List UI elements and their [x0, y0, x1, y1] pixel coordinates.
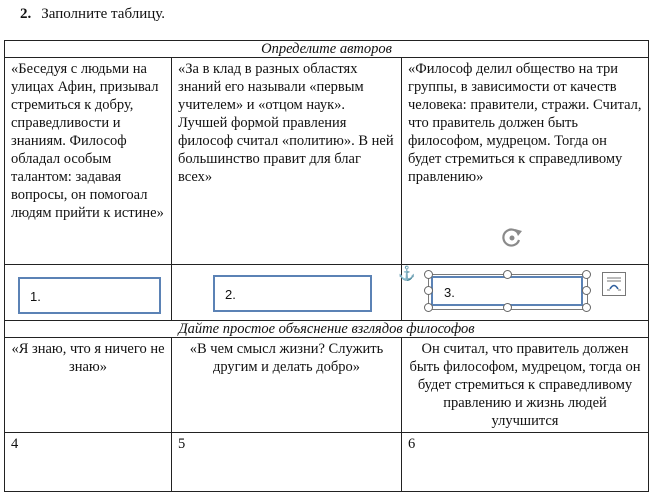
quote-cell-1: «Беседуя с людьми на улицах Афин, призывал стремиться к добру, справедливости и знаниям. Философ обладал особым талантом: задавая вопросы, он помогоал людям прийти к истине» [5, 58, 172, 265]
answer-box-2-label: 2. [225, 287, 236, 302]
view-cell-1: «Я знаю, что я ничего не знаю» [5, 338, 172, 433]
answer-box-2[interactable] [213, 275, 372, 312]
resize-handle-top[interactable] [503, 270, 512, 279]
answer-box-cell-3 [398, 265, 649, 321]
anchor-icon: ⚓ [398, 267, 416, 282]
header-explain-views: Дайте простое объяснение взглядов философов [5, 321, 649, 338]
task-instruction: Заполните таблицу. [41, 6, 165, 22]
answer-box-cell-1 [5, 265, 172, 321]
resize-handle-top-left[interactable] [424, 270, 433, 279]
answer-box-1[interactable] [18, 277, 161, 314]
layout-options-icon[interactable] [602, 272, 626, 296]
answer-cell-6: 6 [402, 433, 649, 492]
resize-handle-bottom-left[interactable] [424, 303, 433, 312]
answer-cell-4: 4 [5, 433, 172, 492]
resize-handle-right[interactable] [582, 286, 591, 295]
answer-box-3-label: 3. [444, 285, 455, 300]
task-heading [20, 6, 165, 23]
rotate-handle-icon[interactable] [499, 225, 525, 256]
answer-box-1-label: 1. [30, 289, 41, 304]
resize-handle-bottom[interactable] [503, 303, 512, 312]
task-number: 2. [20, 6, 32, 22]
view-cell-3: Он считал, что правитель должен быть философом, мудрецом, тогда он будет стремиться к справедливому правлению и жизнь людей улучшится [402, 338, 649, 433]
quote-cell-2: «За в клад в разных областях знаний его называли «первым учителем» и «отцом наук». Лучшей формой правления философ считал «политию». В ней большинство правит для благ всех» [172, 58, 402, 265]
resize-handle-top-right[interactable] [582, 270, 591, 279]
resize-handle-bottom-right[interactable] [582, 303, 591, 312]
philosophers-table [4, 40, 649, 492]
header-identify-authors: Определите авторов [5, 41, 649, 58]
view-cell-2: «В чем смысл жизни? Служить другим и делать добро» [172, 338, 402, 433]
quote-cell-3: «Философ делил общество на три группы, в зависимости от качеств человека: правители, стражи. Считал, что правитель должен быть философом, мудрецом. Тогда он будет стремиться к справедливому правлению» [402, 58, 649, 265]
answer-box-cell-2 [172, 265, 402, 321]
resize-handle-left[interactable] [424, 286, 433, 295]
answer-cell-5: 5 [172, 433, 402, 492]
answer-box-3[interactable] [431, 276, 583, 306]
